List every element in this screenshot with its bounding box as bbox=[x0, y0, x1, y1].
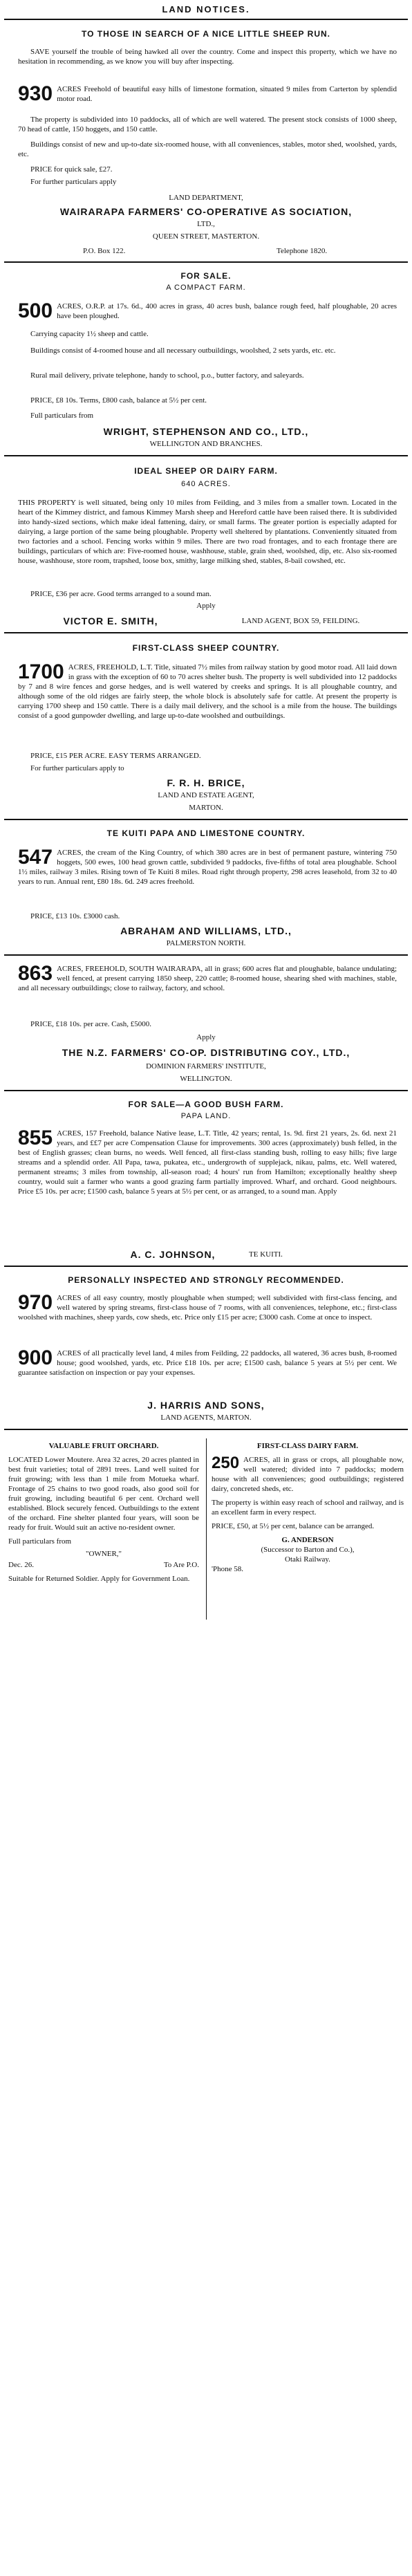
owner-name: "OWNER," bbox=[85, 1550, 122, 1558]
listing-price: PRICE, £18 10s. per acre. Cash, £5000. bbox=[30, 1020, 152, 1028]
agent-institute: DOMINION FARMERS' INSTITUTE, bbox=[146, 1062, 266, 1071]
agent-town: Otaki Railway. bbox=[285, 1555, 330, 1564]
agent-role: LAND AGENTS, MARTON. bbox=[160, 1414, 252, 1422]
section-heading: TO THOSE IN SEARCH OF A NICE LITTLE SHEEP RUN. bbox=[81, 29, 331, 39]
agent-name: J. HARRIS AND SONS, bbox=[147, 1400, 265, 1411]
listing-price: PRICE, £13 10s. £3000 cash. bbox=[30, 912, 120, 920]
section-subheading: A COMPACT FARM. bbox=[166, 284, 246, 292]
section-heading: FOR SALE. bbox=[180, 271, 232, 281]
listing-price: PRICE, £8 10s. Terms, £800 cash, balance at 5½ per cent. bbox=[30, 396, 207, 405]
agent-address: LAND AGENT, BOX 59, FEILDING. bbox=[241, 617, 360, 625]
listing-body: 1700 ACRES, FREEHOLD, L.T. Title, situated 7½ miles from railway station by good motor road. All laid down in grass with the exception of 60 to 70 acres shelter bush. The property is well subdivided into 12 paddocks by 7 and 8 wire fences and gorse hedges, and is well watered by creeks and springs. It is all ploughable country, and although some of the old ridges are fairly steep, the whole block is absolutely safe for cattle. At present the property is carrying 1700 sheep and 150 cattle. There is a daily mail delivery, and the school is a mile from the house. The buildings consist of a good gunpowder dwelling, and large up-to-date woolshed and outbuildings. bbox=[18, 660, 397, 720]
section-subheading: PAPA LAND. bbox=[180, 1112, 232, 1120]
acreage-number: 1700 bbox=[18, 660, 64, 683]
divider bbox=[4, 954, 408, 956]
listing-body: 863 ACRES, FREEHOLD, SOUTH WAIRARAPA, all in grass; 600 acres flat and ploughable, balance undulating; well fenced, at present carrying 1850 sheep, 220 cattle; 8-roomed house, shearing shed with machines, stable, and all necessary outbuildings; close to railway, factory, and school. bbox=[18, 962, 397, 992]
agent-telephone: Telephone 1820. bbox=[277, 247, 328, 255]
acreage-number: 863 bbox=[18, 962, 53, 985]
acreage-number: 970 bbox=[18, 1291, 53, 1314]
column-body: LOCATED Lower Moutere. Area 32 acres, 20 acres planted in best fruit varieties; total of 2891 trees. Land well suited for fruit growing; with less than 1 mile from Motueka wharf. Frontage of 25 chains to two good roads, also good soil for fruit growing, including beautiful 6 per cent. Orchard well established. Block securely fenced. Outbuildings to the extent of the orchard. Fine shelter planted four years, will soon be ready for fruit. Would suit an active no-resident owner. bbox=[8, 1456, 199, 1532]
listing-body: 500 ACRES, O.R.P. at 17s. 6d., 400 acres in grass, 40 acres bush, balance rough feed, half ploughable, 20 acres have been ploughed. bbox=[18, 299, 397, 322]
care-text: To Are P.O. bbox=[163, 1561, 199, 1569]
apply-text: Full particulars from bbox=[30, 411, 94, 420]
agent-ltd: LTD., bbox=[197, 220, 215, 228]
listing-body: 547 ACRES, the cream of the King Country, of which 380 acres are in best of permanent pasture, wintering 750 hoggets, 500 ewes, 100 head grown cattle, subdivided 9 paddocks, five-fifths of total area ploughable. School 1½ miles, railway 3 miles. Rising town of Te Kuiti 8 miles. Road right through property, 298 acres leasehold, from 32 to 40 years to run. Annual rent, £80 18s. 6d. 249 acres freehold. bbox=[18, 846, 397, 886]
acreage-number: 855 bbox=[18, 1127, 53, 1149]
agent-successor: (Successor to Barton and Co.), bbox=[261, 1546, 355, 1554]
divider bbox=[4, 1090, 408, 1091]
agent-phone: 'Phone 58. bbox=[212, 1565, 243, 1573]
listing-body: 970 ACRES of all easy country, mostly ploughable when stumped; well subdivided with first-class fencing, and well watered by spring streams, first-class house of 7 rooms, with all conveniences, telephone, etc.; first-class woolshed with machines, sheep yards, cow sheds, etc. Price only £15 per acre; £3000 cash. Come at once to inspect. bbox=[18, 1291, 397, 1322]
agent-name: ABRAHAM AND WILLIAMS, LTD., bbox=[120, 925, 292, 936]
acreage-number: 547 bbox=[18, 846, 53, 869]
agent-name: F. R. H. BRICE, bbox=[167, 777, 245, 788]
acreage-number: 500 bbox=[18, 299, 53, 322]
listing-buildings: Buildings consist of 4-roomed house and all necessary outbuildings, woolshed, 2 sets yards, etc. etc. bbox=[30, 346, 336, 355]
agent-name: VICTOR E. SMITH, bbox=[63, 615, 158, 627]
agent-town: TE KUITI. bbox=[249, 1250, 283, 1259]
divider bbox=[4, 261, 408, 263]
listing-body: 930 ACRES Freehold of beautiful easy hills of limestone formation, situated 9 miles from Carterton by splendid motor road. bbox=[18, 82, 397, 105]
page-title: LAND NOTICES. bbox=[162, 4, 250, 15]
agent-name: WAIRARAPA FARMERS' CO-OPERATIVE AS SOCIATION, bbox=[59, 206, 353, 217]
listing-price: PRICE, £50, at 5½ per cent, balance can be arranged. bbox=[212, 1522, 375, 1530]
divider bbox=[4, 19, 408, 20]
acreage-number: 930 bbox=[18, 82, 53, 105]
agent-name: G. ANDERSON bbox=[281, 1536, 334, 1544]
listing-body: 855 ACRES, 157 Freehold, balance Native lease, L.T. Title, 42 years; rental, 1s. 9d. first 21 years, 2s. 6d. next 21 years, and ££7 per acre Compensation Clause for improvements. 300 acres (approximately) bush felled, in the best of English grasses; clean burns, no weeds. Well fenced, all first-class standing bush, rolling to easy hills; five large streams and a splendid order. All Papa, tawa, pukatea, etc., undergrowth of supplejack, nikau, palms, etc. Well watered, permanent streams; 3 miles from township, all-season road; 4 hours' run from Hamilton; exceptionally healthy sheep country, would suit a farmer who wants a good grazing farm partially improved. Wharf, and orchard. Good neighbours. Price £5 10s. per acre; £1500 cash, balance 5 years at 5½ per cent, or as arranged, to a sound man. Apply bbox=[18, 1127, 397, 1196]
listing-buildings: Buildings consist of new and up-to-date six-roomed house, with all conveniences, stables, motor shed, woolshed, yards, etc. bbox=[18, 140, 397, 158]
column-heading: FIRST-CLASS DAIRY FARM. bbox=[256, 1442, 359, 1450]
agent-pobox: P.O. Box 122. bbox=[83, 247, 126, 255]
apply-text: Apply bbox=[196, 1033, 216, 1041]
listing-extra: The property is within easy reach of school and railway, and is an excellent farm in every respect. bbox=[212, 1499, 404, 1517]
listing-details: The property is subdivided into 10 paddocks, all of which are well watered. The present stock consists of 1000 sheep, 70 head of cattle, 150 hoggets, and 150 cattle. bbox=[18, 115, 397, 133]
apply-text: Full particulars from bbox=[8, 1537, 72, 1546]
listing-mail: Rural mail delivery, private telephone, handy to school, p.o., butter factory, and saleyards. bbox=[30, 371, 304, 380]
agent-dept: LAND DEPARTMENT, bbox=[169, 194, 243, 202]
acreage-number: 900 bbox=[18, 1346, 53, 1369]
apply-text: Apply bbox=[196, 602, 216, 610]
section-heading: FIRST-CLASS SHEEP COUNTRY. bbox=[132, 643, 280, 653]
owner-line bbox=[8, 1560, 199, 1570]
agent-name: A. C. JOHNSON, bbox=[130, 1249, 216, 1260]
date-text: Dec. 26. bbox=[8, 1561, 34, 1569]
suitable-text: Suitable for Returned Soldier. Apply for Government Loan. bbox=[8, 1575, 190, 1583]
column-divider bbox=[206, 1438, 207, 1620]
apply-text: For further particulars apply to bbox=[30, 764, 124, 772]
agent-name: WRIGHT, STEPHENSON AND CO., LTD., bbox=[103, 426, 309, 437]
divider bbox=[4, 455, 408, 456]
section-subheading: 640 ACRES. bbox=[181, 480, 231, 488]
agent-role: LAND AND ESTATE AGENT, bbox=[158, 791, 254, 799]
listing-carrying: Carrying capacity 1½ sheep and cattle. bbox=[30, 330, 149, 338]
divider bbox=[4, 819, 408, 820]
agent-street: QUEEN STREET, MASTERTON. bbox=[152, 232, 260, 241]
section-heading: FOR SALE—A GOOD BUSH FARM. bbox=[128, 1100, 284, 1109]
section-intro: SAVE yourself the trouble of being hawked all over the country. Come and inspect this property, which we have no hesitation in recommending, as we know you will buy after inspecting. bbox=[18, 48, 397, 66]
agent-name: THE N.Z. FARMERS' CO-OP. DISTRIBUTING COY., LTD., bbox=[62, 1047, 350, 1058]
divider bbox=[4, 1266, 408, 1267]
right-column bbox=[212, 1441, 404, 1574]
listing-body: 900 ACRES of all practically level land, 4 miles from Feilding, 22 paddocks, all watered, 36 acres bush, 8-roomed house; good woolshed, yards, etc. Price £18 10s. per acre; £1500 cash, balance 5 years at 5½ per cent. We guarantee satisfaction on inspection or pay your expenses. bbox=[18, 1346, 397, 1377]
left-column bbox=[8, 1441, 199, 1584]
listing-price: PRICE, £15 PER ACRE. EASY TERMS ARRANGED. bbox=[30, 752, 201, 760]
agent-town: WELLINGTON. bbox=[180, 1075, 232, 1083]
divider bbox=[4, 1429, 408, 1430]
divider bbox=[4, 632, 408, 633]
agent-town: PALMERSTON NORTH. bbox=[166, 939, 246, 947]
listing-body: THIS PROPERTY is well situated, being only 10 miles from Feilding, and 3 miles from a smaller town. Located in the heart of the Kimmey district, and famous Kimmey Marsh sheep and Hereford cattle have been raised there. It is subdivided into handy-sized sections, which make ideal fattening, dairy, or small farms. The greater portion is especially adapted for dairying, a large portion of the same being ploughable. Property well sheltered by plantations. Conveniently situated from two factories and a school. Fencing works within 9 miles. There are two road frontages, and to each frontage there are buildings, particulars of which are: Five-roomed house, washhouse, stable, grain shed, woolshed, dip, etc. Also six-roomed house, washhouse, store room, trapshed, loose box, smithy, large milking shed, stables, 8-bail cowshed, etc. bbox=[18, 499, 397, 565]
column-heading: VALUABLE FRUIT ORCHARD. bbox=[48, 1442, 159, 1450]
listing-price: PRICE, £36 per acre. Good terms arranged to a sound man. bbox=[30, 590, 212, 598]
agent-branches: WELLINGTON AND BRANCHES. bbox=[149, 440, 263, 448]
listing-body: 250 ACRES, all in grass or crops, all ploughable now, well watered; divided into 7 paddocks; modern house with all conveniences; good outbuildings; registered dairy, concreted sheds, etc. bbox=[212, 1454, 404, 1493]
apply-text: For further particulars apply bbox=[30, 178, 117, 186]
agent-town: MARTON. bbox=[189, 804, 223, 812]
section-heading: TE KUITI PAPA AND LIMESTONE COUNTRY. bbox=[106, 828, 306, 838]
section-heading: PERSONALLY INSPECTED AND STRONGLY RECOMMENDED. bbox=[68, 1275, 344, 1285]
listing-price: PRICE for quick sale, £27. bbox=[30, 165, 113, 174]
section-heading: IDEAL SHEEP OR DAIRY FARM. bbox=[134, 466, 278, 476]
acreage-number: 250 bbox=[212, 1454, 240, 1472]
